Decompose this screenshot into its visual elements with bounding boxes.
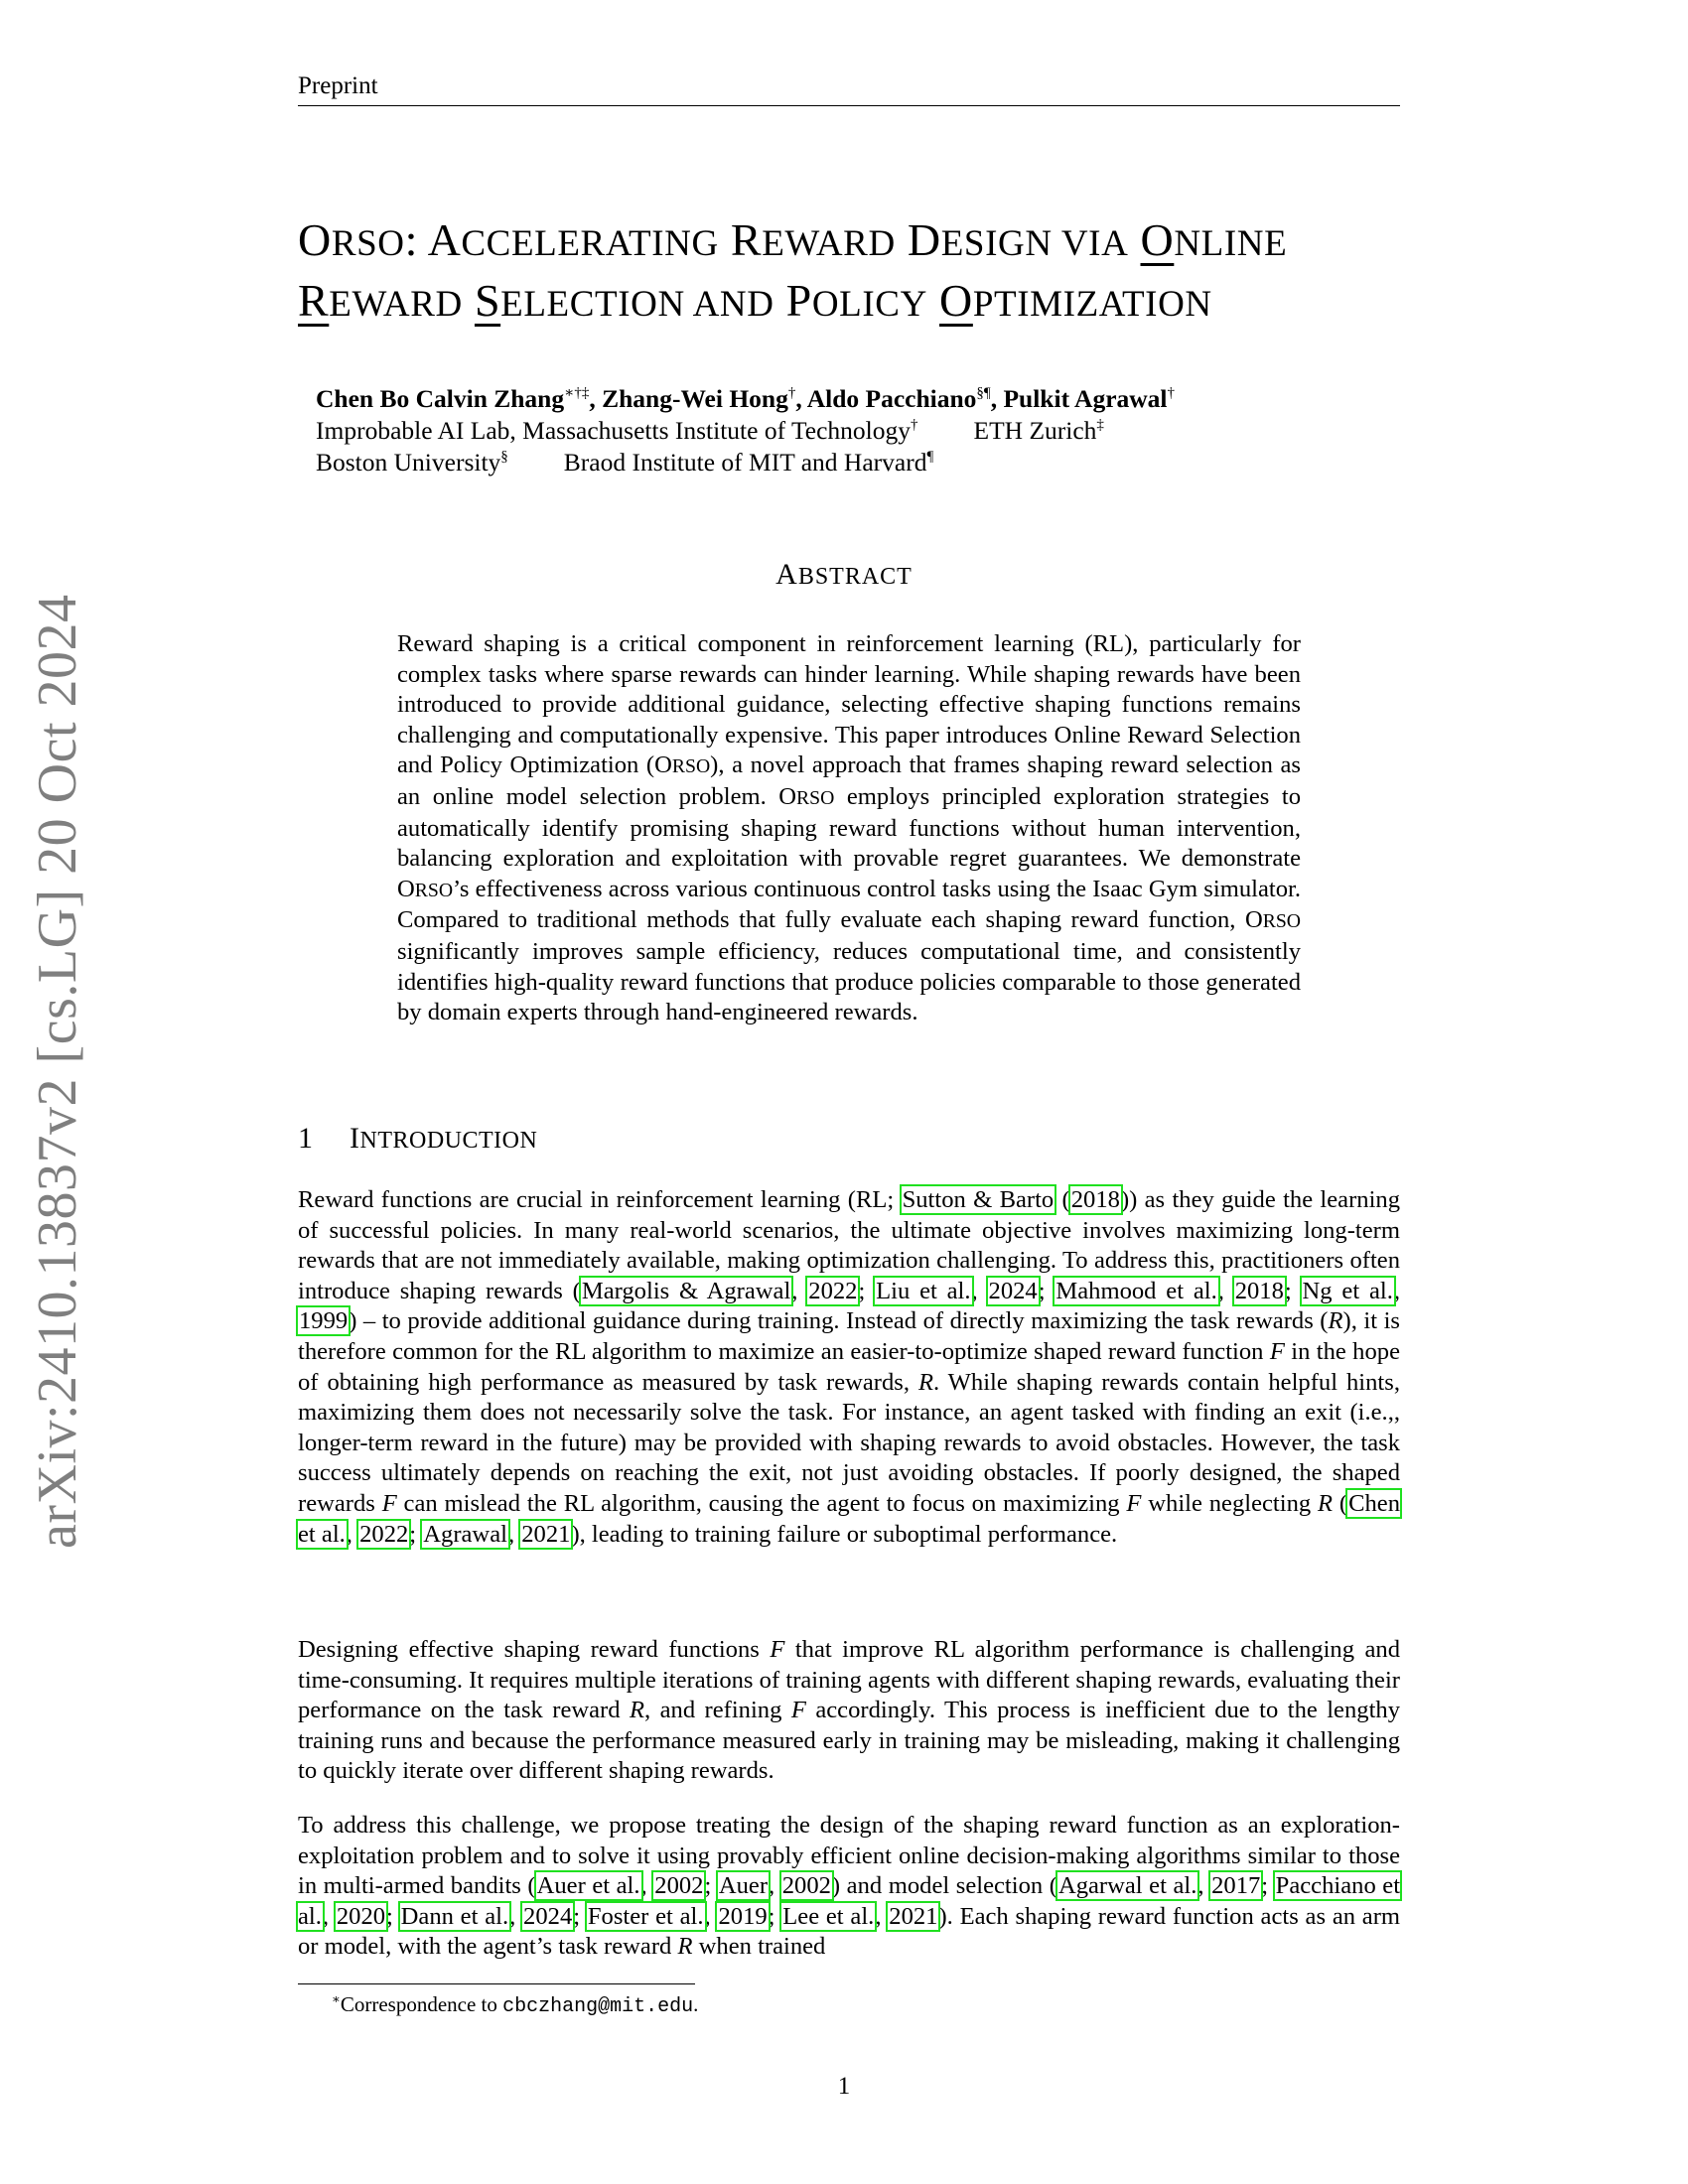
math-variable: R	[629, 1697, 645, 1724]
citation-link[interactable]: 2024	[988, 1277, 1038, 1304]
citation-link[interactable]: Liu et al.	[876, 1277, 971, 1304]
method-name-orso: ORSO	[397, 875, 454, 902]
author-affiliation-marks: ∗†‡	[564, 385, 590, 401]
citation-link[interactable]: Agrawal	[423, 1520, 507, 1548]
title-word: RSO	[331, 223, 405, 264]
footnote-correspondence: ∗Correspondence to cbczhang@mit.edu.	[332, 1991, 699, 2018]
citation-link[interactable]: 2022	[808, 1277, 858, 1304]
citation-link[interactable]: 2021	[889, 1902, 938, 1930]
intro-paragraph-1: Reward functions are crucial in reinforcement learning (RL; Sutton & Barto (2018)) as they guide the learning of successful policies. In many real-world scenarios, the ultimate objective involves maximizing long-term rewards that are not immediately available, making optimization challenging. To address this, practitioners often introduce shaping rewards (Margolis & Agrawal, 2022; Liu et al., 2024; Mahmood et al., 2018; Ng et al., 1999) – to provide additional guidance during training. Instead of directly maximizing the task rewards (R), it is therefore common for the RL algorithm to maximize an easier-to-optimize shaped reward function F in the hope of obtaining high performance as measured by task rewards, R. While shaping rewards contain helpful hints, maximizing them does not necessarily solve the task. For instance, an agent tasked with finding an exit (i.e.,, longer-term reward in the future) may be provided with shaping rewards to avoid obstacles. However, the task success ultimately depends on reaching the exit, not just avoiding obstacles. If poorly designed, the shaped rewards F can mislead the RL algorithm, causing the agent to focus on maximizing F while neglecting R (Chen et al., 2022; Agrawal, 2021), leading to training failure or suboptimal performance.	[298, 1186, 1401, 1548]
math-variable: F	[1269, 1337, 1285, 1365]
title-word: OLICY	[811, 284, 927, 325]
citation-link[interactable]: Ng et al.	[1302, 1277, 1393, 1304]
citation-link[interactable]: 2019	[718, 1902, 768, 1930]
author-name: Zhang-Wei Hong	[602, 384, 788, 413]
author-name: Aldo Pacchiano	[806, 384, 977, 413]
method-name-orso: ORSO	[654, 751, 711, 779]
arxiv-stamp[interactable]: arXiv:2410.13837v2 [cs.LG] 20 Oct 2024	[27, 594, 88, 1549]
small-caps: RSO	[1262, 910, 1301, 933]
title-initial: R	[730, 214, 763, 265]
title-word: CCELERATING	[461, 223, 719, 264]
title-word: EWARD	[762, 223, 896, 264]
citation-link[interactable]: Auer et al.	[536, 1872, 640, 1900]
affiliation-mark: †	[911, 417, 918, 433]
small-caps: RSO	[796, 786, 835, 809]
title-line-2	[298, 272, 1410, 333]
title-initial: R	[298, 275, 330, 326]
math-variable: R	[917, 1368, 934, 1396]
affiliations-row-1	[316, 415, 1104, 447]
footnote-divider	[298, 1983, 695, 1984]
math-variable: F	[1126, 1489, 1142, 1517]
citation-link[interactable]: 2022	[359, 1520, 409, 1548]
citation-link[interactable]: Sutton & Barto	[902, 1186, 1055, 1213]
citation-link[interactable]: Foster et al.	[587, 1902, 704, 1930]
title-initial: O	[1140, 214, 1175, 265]
affiliations-row-2	[316, 447, 933, 478]
affiliation-name: Improbable AI Lab, Massachusetts Institute of Technology	[316, 416, 911, 445]
math-variable: F	[790, 1697, 806, 1724]
affiliation-mark: ¶	[926, 449, 934, 465]
math-variable: F	[770, 1636, 785, 1663]
citation-link[interactable]: 2018	[1070, 1186, 1120, 1213]
title-word: ELECTION AND	[500, 284, 774, 325]
page-number: 1	[837, 2073, 851, 2100]
citation-link[interactable]: Mahmood et al.	[1055, 1277, 1217, 1304]
method-name-orso: ORSO	[778, 782, 835, 810]
citation-link[interactable]: Dann et al.	[400, 1902, 509, 1930]
title-word: ESIGN VIA	[940, 223, 1129, 264]
author-name: Pulkit Agrawal	[1003, 384, 1168, 413]
citation-link[interactable]: Chen et al.	[298, 1489, 1400, 1548]
citation-link[interactable]: Auer	[718, 1872, 769, 1900]
intro-paragraph-2: Designing effective shaping reward functions F that improve RL algorithm performance is challenging and time-consuming. It requires multiple iterations of training agents with different shaping rewards, evaluating their performance on the task reward R, and refining F accordingly. This process is inefficient due to the lengthy training runs and because the performance measured early in training may be misleading, making it challenging to quickly iterate over different shaping rewards.	[298, 1636, 1400, 1785]
abstract-heading: ABSTRACT	[775, 558, 913, 591]
title-initial: O	[939, 275, 973, 326]
title-word: EWARD	[329, 284, 463, 325]
running-head: Preprint	[298, 71, 1400, 106]
affiliation-mark: §	[500, 449, 508, 465]
author-name: Chen Bo Calvin Zhang	[316, 384, 565, 413]
title-initial: P	[785, 275, 812, 326]
citation-link[interactable]: 2017	[1211, 1872, 1261, 1900]
author-list: Chen Bo Calvin Zhang∗†‡, Zhang-Wei Hong†, Aldo Pacchiano§¶, Pulkit Agrawal†	[316, 384, 1176, 413]
citation-link[interactable]: 2024	[523, 1902, 573, 1930]
math-variable: R	[1318, 1489, 1334, 1517]
math-variable: F	[381, 1489, 397, 1517]
citation-link[interactable]: Margolis & Agrawal	[581, 1277, 791, 1304]
title-initial: A	[427, 214, 462, 265]
affiliation-mark: ‡	[1096, 417, 1104, 433]
small-caps: RSO	[414, 879, 454, 901]
title-line-1: ORSO: ACCELERATING REWARD DESIGN VIA ONLINE	[298, 214, 1288, 265]
citation-link[interactable]: 2021	[521, 1520, 571, 1548]
title-word: PTIMIZATION	[972, 284, 1212, 325]
section-number: 1	[298, 1122, 314, 1155]
title-initial: D	[907, 214, 941, 265]
title-initial: S	[474, 275, 501, 326]
affiliation-name: ETH Zurich	[973, 416, 1097, 445]
citation-link[interactable]: 2002	[781, 1872, 831, 1900]
section-heading-introduction: 1 INTRODUCTION	[298, 1122, 538, 1155]
citation-link[interactable]: 1999	[299, 1307, 349, 1335]
citation-link[interactable]: Lee et al.	[782, 1902, 875, 1930]
math-variable: R	[677, 1933, 693, 1961]
author-affiliation-marks: †	[1167, 385, 1176, 401]
affiliation-name: Boston University	[316, 448, 501, 477]
title-word: NLINE	[1174, 223, 1288, 264]
title-initial: O	[298, 214, 332, 265]
citation-link[interactable]: 2018	[1234, 1277, 1284, 1304]
correspondence-email[interactable]: cbczhang@mit.edu	[502, 1995, 694, 2018]
author-affiliation-marks: †	[787, 385, 796, 401]
intro-paragraph-3: To address this challenge, we propose treating the design of the shaping reward function as an exploration-exploitation problem and to solve it using provably efficient online decision-making algorithms similar to those in multi-armed bandits (Auer et al., 2002; Auer, 2002) and model selection (Agarwal et al., 2017; Pacchiano et al., 2020; Dann et al., 2024; Foster et al., 2019; Lee et al., 2021). Each shaping reward function acts as an arm or model, with the agent’s task reward R when trained	[298, 1812, 1401, 1961]
citation-link[interactable]: Agarwal et al.	[1057, 1872, 1197, 1900]
math-variable: R	[1328, 1307, 1343, 1335]
author-affiliation-marks: §¶	[976, 385, 991, 401]
small-caps: RSO	[671, 755, 711, 778]
paper-title	[298, 211, 1410, 333]
citation-link[interactable]: Pacchiano et al.	[298, 1872, 1401, 1930]
method-name-orso: ORSO	[1244, 906, 1301, 934]
abstract-body: Reward shaping is a critical component in reinforcement learning (RL), particularly for complex tasks where sparse rewards can hinder learning. While shaping rewards have been introduced to provide additional guidance, selecting effective shaping functions remains challenging and computationally expensive. This paper introduces Online Reward Selection and Policy Optimization (ORSO), a novel approach that frames shaping reward selection as an online model selection problem. ORSO employs principled exploration strategies to automatically identify promising shaping reward functions without human intervention, balancing exploration and exploitation with provable regret guarantees. We demonstrate ORSO’s effectiveness across various continuous control tasks using the Isaac Gym simulator. Compared to traditional methods that fully evaluate each shaping reward function, ORSO significantly improves sample efficiency, reduces computational time, and consistently identifies high-quality reward functions that produce policies comparable to those generated by domain experts through hand-engineered rewards.	[397, 630, 1301, 1026]
citation-link[interactable]: 2002	[654, 1872, 704, 1900]
citation-link[interactable]: 2020	[336, 1902, 386, 1930]
affiliation-name: Braod Institute of MIT and Harvard	[563, 448, 927, 477]
